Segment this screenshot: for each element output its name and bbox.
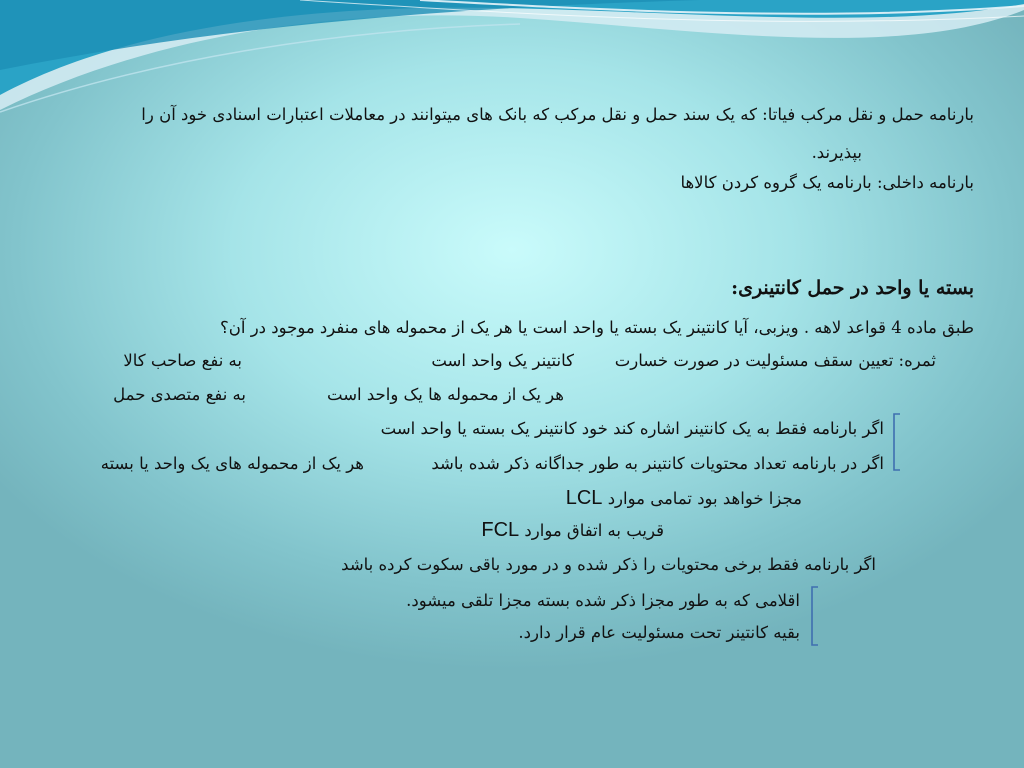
- result-case1-benefit: به نفع صاحب کالا: [123, 351, 242, 370]
- bracket-rule3-subitems: [806, 585, 822, 649]
- rule2-line3: [481, 519, 664, 542]
- rule2-part1: اگر در بارنامه تعداد محتویات کانتینر به طور جداگانه ذکر شده باشد: [431, 454, 884, 473]
- decorative-wave-header: [0, 0, 1024, 120]
- rule2-part2: هر یک از محموله های یک واحد یا بسته: [100, 454, 364, 473]
- rule2-line2: [566, 487, 802, 510]
- rule2-line2-text: مجزا خواهد بود تمامی موارد: [607, 489, 802, 508]
- result-case2-subject: هر یک از محموله ها یک واحد است: [327, 385, 564, 404]
- rule3-line: اگر بارنامه فقط برخی محتویات را ذکر شده و در مورد باقی سکوت کرده باشد: [341, 555, 876, 574]
- result-case1-subject: کانتینر یک واحد است: [431, 351, 574, 370]
- intro-line-accept: بپذیرند.: [811, 143, 862, 162]
- bracket-rules-1-2: [888, 412, 904, 474]
- rule1-line: اگر بارنامه فقط به یک کانتینر اشاره کند خود کانتینر یک بسته یا واحد است: [380, 419, 884, 438]
- rule2-line3-text: قریب به اتفاق موارد: [524, 521, 664, 540]
- intro-line-domestic: بارنامه داخلی: بارنامه یک گروه کردن کالاها: [680, 173, 974, 192]
- rule3-subitem-1: اقلامی که به طور مجزا ذکر شده بسته مجزا تلقی میشود.: [406, 591, 800, 610]
- rule3-subitem-2: بقیه کانتینر تحت مسئولیت عام قرار دارد.: [518, 623, 800, 642]
- question-line: طبق ماده 4 قواعد لاهه . ویزبی، آیا کانتینر یک بسته یا واحد است یا هر یک از محموله های منفرد موجود در آن؟: [219, 318, 974, 337]
- section-heading: بسته یا واحد در حمل کانتینری:: [731, 277, 974, 299]
- lcl-code: LCL: [565, 487, 603, 509]
- result-case2-benefit: به نفع متصدی حمل: [113, 385, 246, 404]
- intro-line-fiata: بارنامه حمل و نقل مرکب فیاتا: که یک سند حمل و نقل مرکب که بانک های میتوانند در معاملات اعتبارات اسنادی خود آن را: [141, 105, 974, 124]
- fcl-code: FCL: [481, 519, 520, 541]
- result-label: ثمره: تعیین سقف مسئولیت در صورت خسارت: [614, 351, 936, 370]
